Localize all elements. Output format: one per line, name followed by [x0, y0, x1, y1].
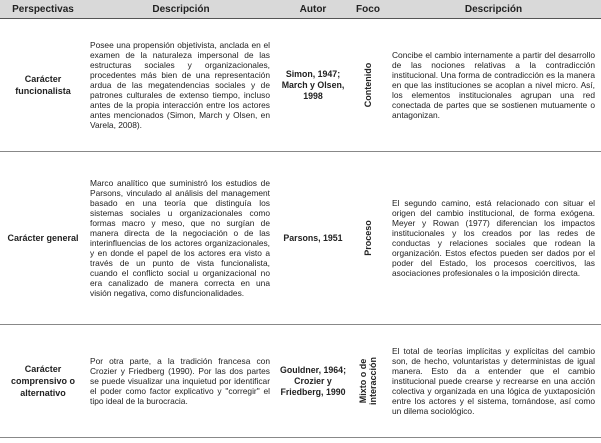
- perspectiva-cell: Carácter general: [0, 152, 86, 325]
- autor-cell: Parsons, 1951: [276, 152, 350, 325]
- header-autor: Autor: [276, 0, 350, 19]
- perspectiva-cell: Carácter comprensivo o alternativo: [0, 325, 86, 438]
- foco-label: Proceso: [363, 220, 373, 256]
- table-row: [0, 19, 601, 152]
- foco-cell: [350, 325, 386, 438]
- header-descripcion-2: Descripción: [386, 0, 601, 19]
- table-row: [0, 325, 601, 438]
- foco-cell: [350, 19, 386, 152]
- descripcion-cell: Posee una propensión objetivista, anclada en el examen de la naturaleza impersonal de las estructuras sociales y organizacionales, procedentes más bien de una representación ardua de las megatendencias sociales y de patrones culturales de extenso tiempo, incluso antes de la propia interacción entre los actores antes mencionados (Simon, March y Olsen, en Varela, 2008).: [86, 19, 276, 152]
- descripcion-2-cell: Concibe el cambio internamente a partir del desarrollo de las nociones relativas a la contradicción institucional. Una forma de contradicción es la manera en que las instituciones se acoplan a nivel micro. Así, los elementos institucionales agrupan una red conectada de partes que se sostienen mutuamente o antagonizan.: [386, 19, 601, 152]
- foco-label: Mixto o de interacción: [358, 357, 378, 406]
- autor-cell: Gouldner, 1964; Crozier y Friedberg, 1990: [276, 325, 350, 438]
- header-row: [0, 0, 601, 19]
- descripcion-cell: Marco analítico que suministró los estudios de Parsons, vinculado al análisis del management basado en una teoría que distinguía los sistemas sociales u organizacionales como formas macro y meso, que no surgían de manera directa de la negociación o de las interinfluencias de los actores organizacionales, y en donde el papel de los actores era visto a través de un punto de vista funcionalista, cuando el conflicto social u organizacional no era canalizado de manera correcta en una visión negativa, como disfuncionalidades.: [86, 152, 276, 325]
- descripcion-cell: Por otra parte, a la tradición francesa con Crozier y Friedberg (1990). Por las dos partes se puede visualizar una inquietud por identificar el poder como factor explicativo y "corregir" el tipo ideal de la burocracia.: [86, 325, 276, 438]
- autor-cell: Simon, 1947; March y Olsen, 1998: [276, 19, 350, 152]
- header-perspectivas: Perspectivas: [0, 0, 86, 19]
- descripcion-2-cell: El total de teorías implícitas y explícitas del cambio son, de hecho, voluntaristas y deterministas de igual manera. Esto da a entender que el cambio institucional puede crearse y recrearse en una acción colectiva y organizada en una lógica de yuxtaposición entre los actores y el sistema, tornándose, así como un dilema sociológico.: [386, 325, 601, 438]
- perspectiva-cell: Carácter funcionalista: [0, 19, 86, 152]
- header-foco: Foco: [350, 0, 386, 19]
- foco-cell: [350, 152, 386, 325]
- table-row: [0, 152, 601, 325]
- foco-label: Contenido: [363, 62, 373, 108]
- descripcion-2-cell: El segundo camino, está relacionado con situar el origen del cambio institucional, de forma exógena. Meyer y Rowan (1977) diferencian los impactos institucionales y los creados por las redes de conductas y relaciones sociales que rodean la organización. Estos efectos pueden ser dados por el poder del Estado, los procesos coercitivos, las asociaciones profesionales o la imposición directa.: [386, 152, 601, 325]
- header-descripcion: Descripción: [86, 0, 276, 19]
